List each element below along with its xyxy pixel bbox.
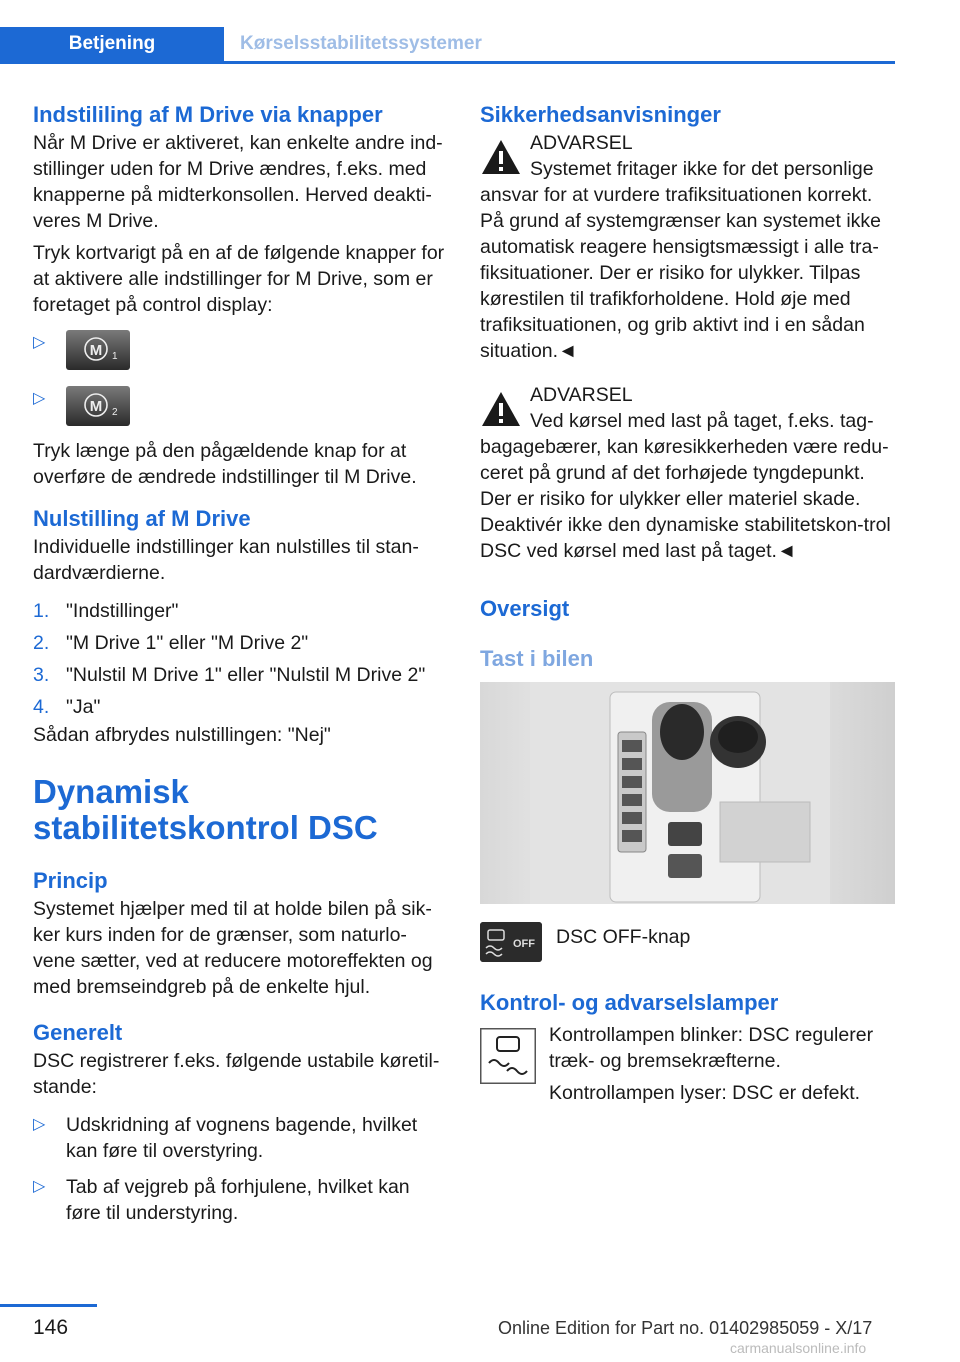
- heading-reset-m-drive: Nulstilling af M Drive: [33, 506, 251, 531]
- list-item: [33, 330, 448, 374]
- heading-dsc: Dynamisk stabilitetskontrol DSC: [33, 773, 378, 846]
- edition-note: Online Edition for Part no. 01402985059 - X/17: [498, 1318, 873, 1338]
- m1-button-label: M: [89, 342, 103, 359]
- header-bar: [0, 27, 895, 64]
- paragraph: DSC registrerer f.eks. følgende ustabile køretil-stande:: [33, 1050, 440, 1098]
- paragraph: Sådan afbrydes nulstillingen: "Nej": [33, 724, 331, 746]
- m2-button-label: M: [89, 398, 103, 415]
- m2-button-icon: [66, 386, 130, 426]
- lamp-blink-text: Kontrollampen blinker: DSC regulerer træk- og bremsekræfterne.: [549, 1024, 874, 1072]
- heading-oversigt: Oversigt: [480, 596, 570, 621]
- m2-button-sub: 2: [112, 407, 118, 418]
- step-text: "Ja": [66, 696, 101, 718]
- step-text: "Indstillinger": [66, 600, 179, 622]
- lamp-row: [480, 1022, 898, 1112]
- bullet-text: Udskridning af vognens bagende, hvilket kan føre til overstyring.: [66, 1114, 418, 1162]
- footer-line: [0, 1304, 97, 1307]
- paragraph: Individuelle indstillinger kan nulstilles til stan-dardværdierne.: [33, 536, 419, 584]
- triangle-bullet-icon: ▷: [33, 390, 46, 407]
- heading-generelt: Generelt: [33, 1020, 123, 1045]
- dsc-off-button-icon[interactable]: [480, 922, 542, 962]
- step-number: 4.: [33, 696, 50, 718]
- list-item: [33, 1112, 448, 1164]
- paragraph: Når M Drive er aktiveret, kan enkelte andre ind-stillinger uden for M Drive ændres, f.eks. med knapperne på midterkonsollen. Herved deakti-veres M Drive.: [33, 132, 443, 232]
- step-text: "Nulstil M Drive 1" eller "Nulstil M Drive 2": [66, 664, 426, 686]
- left-column: [33, 100, 448, 1230]
- center-console-photo: [480, 682, 895, 904]
- tab-betjening[interactable]: Betjening: [0, 27, 224, 61]
- warning-block: [480, 130, 898, 364]
- warning-block: [480, 382, 898, 564]
- step-number: 3.: [33, 664, 50, 686]
- dsc-off-badge: OFF: [513, 938, 535, 950]
- page-number: 146: [33, 1316, 69, 1339]
- warning-label: ADVARSEL: [530, 132, 633, 154]
- heading-tast-i-bilen: Tast i bilen: [480, 646, 594, 671]
- triangle-bullet-icon: ▷: [33, 334, 46, 351]
- bullet-text: Tab af vejgreb på forhjulene, hvilket kan føre til understyring.: [66, 1176, 410, 1224]
- heading-princip: Princip: [33, 868, 108, 893]
- triangle-bullet-icon: ▷: [33, 1116, 46, 1133]
- paragraph: Systemet hjælper med til at holde bilen på sik-ker kurs inden for de grænser, som naturlo-vene sætter, ved at reducere motoreffekten og med bremseindgreb på de enkelte hjul.: [33, 898, 433, 998]
- dsc-off-button-row: [480, 920, 898, 962]
- warning-label: ADVARSEL: [530, 384, 633, 406]
- step-number: 1.: [33, 600, 50, 622]
- warning-triangle-icon: [480, 136, 522, 178]
- warning-text: Ved kørsel med last på taget, f.eks. tag-bagagebærer, kan køresikkerheden være redu-ceret på grund af det forhøjede tyngdepunkt. Der er risiko for ulykker eller materiel skade. Deaktivér ikke den dynamiske stabilitetskon-trol DSC ved kørsel med last på taget.◄: [480, 410, 891, 562]
- lamp-lit-text: Kontrollampen lyser: DSC er defekt.: [549, 1082, 861, 1104]
- watermark: carmanualsonline.info: [730, 1340, 867, 1356]
- list-item: [33, 598, 448, 624]
- heading-m-drive-buttons: Indstililing af M Drive via knapper: [33, 102, 383, 127]
- dsc-off-caption: DSC OFF-knap: [556, 926, 691, 948]
- paragraph: Tryk længe på den pågældende knap for at overføre de ændrede indstillinger til M Drive.: [33, 440, 417, 488]
- list-item: [33, 694, 448, 720]
- warning-text: Systemet fritager ikke for det personlige ansvar for at vurdere trafiksituationen korrekt. På grund af systemgrænser kan systemet ikke automatisk reagere hensigtsmæssigt i alle tra-fiksituationer. Der er risiko for ulykker. Tilpas kørestilen til trafikforholdene. Hold øje med trafiksituationen, og grib aktivt ind i en sådan situation.◄: [480, 158, 881, 362]
- list-item: [33, 662, 448, 688]
- list-item: [33, 1174, 448, 1226]
- right-column: [480, 100, 898, 1112]
- warning-triangle-icon: [480, 388, 522, 430]
- list-item: [33, 386, 448, 430]
- m1-button-icon: [66, 330, 130, 370]
- tab-section-title[interactable]: Kørselsstabilitetssystemer: [240, 33, 482, 54]
- m1-button-sub: 1: [112, 351, 118, 362]
- paragraph: Tryk kortvarigt på en af de følgende knapper for at aktivere alle indstillinger for M Drive, som er foretaget på control display:: [33, 242, 445, 316]
- heading-lamps: Kontrol- og advarselslamper: [480, 990, 779, 1015]
- triangle-bullet-icon: ▷: [33, 1178, 46, 1195]
- step-number: 2.: [33, 632, 50, 654]
- step-text: "M Drive 1" eller "M Drive 2": [66, 632, 309, 654]
- heading-safety: Sikkerhedsanvisninger: [480, 102, 721, 127]
- dsc-warning-lamp-icon: [480, 1028, 536, 1084]
- list-item: [33, 630, 448, 656]
